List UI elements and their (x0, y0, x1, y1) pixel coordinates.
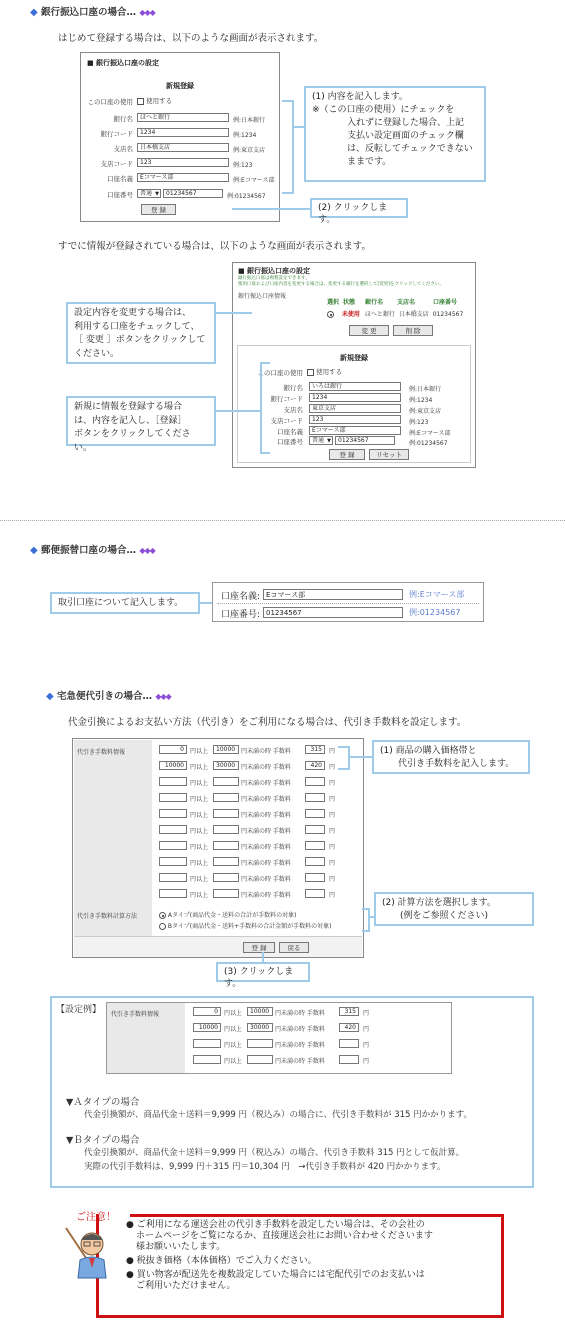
number-label: 口座番号: (221, 610, 261, 620)
use-checkbox[interactable]: 使用する (307, 367, 342, 376)
yen-label: 円 (329, 812, 336, 819)
fee-input[interactable] (305, 793, 325, 802)
diamond-icon: ◆ (30, 545, 38, 556)
field-label: 支店コード (100, 160, 133, 168)
caution-item: ● 税抜き価格（本体価格）でご入力ください。 (126, 1256, 317, 1266)
delete-button[interactable]: 削 除 (393, 325, 433, 336)
range-to-input[interactable] (213, 825, 239, 834)
range-to-input[interactable] (247, 1039, 273, 1048)
field-input[interactable]: Eコマース部 (137, 173, 229, 182)
account-type-select[interactable]: 普通 ▼ (137, 189, 161, 198)
fee-input[interactable]: 315 (339, 1007, 359, 1016)
below-label: 円未満の時 手数料 (275, 1026, 325, 1033)
range-from-input[interactable]: 0 (193, 1007, 221, 1016)
field-label: 銀行コード (100, 130, 133, 138)
bracket-line (362, 908, 370, 932)
field-input[interactable]: 東京支店 (309, 404, 401, 413)
range-from-input[interactable] (159, 777, 187, 786)
range-from-input[interactable]: 10000 (193, 1023, 221, 1032)
field-example: 例:日本銀行 (233, 117, 266, 124)
panel-note: 使用口座および口座内容を変更する場合は、変更する銀行を選択して[変更]をクリックしてください。 (238, 282, 444, 287)
yen-label: 円 (363, 1010, 370, 1017)
range-to-input[interactable] (213, 841, 239, 850)
use-label: この口座の使用 (87, 98, 133, 106)
account-example: 例:01234567 (409, 440, 448, 447)
range-from-input[interactable]: 0 (159, 745, 187, 754)
below-label: 円未満の時 手数料 (241, 860, 291, 867)
fee-info-label: 代引き手数料情報 (77, 749, 126, 756)
field-example: 例:東京支店 (233, 147, 266, 154)
account-name-input[interactable]: Eコマース部 (263, 589, 403, 600)
fee-input[interactable]: 420 (305, 761, 325, 770)
below-label: 円未満の時 手数料 (241, 812, 291, 819)
above-label: 円以上 (190, 860, 209, 867)
field-example: 例:Eコマース部 (233, 177, 275, 184)
chevron-down-icon: ▼ (155, 191, 159, 197)
yen-label: 円 (363, 1058, 370, 1065)
fee-input[interactable]: 420 (339, 1023, 359, 1032)
connector-line (216, 410, 260, 412)
postal-form-panel (212, 582, 484, 622)
below-label: 円未満の時 手数料 (241, 828, 291, 835)
account-number-input[interactable]: 01234567 (263, 607, 403, 618)
yen-label: 円 (329, 892, 336, 899)
connector-line (294, 126, 304, 128)
range-to-input[interactable]: 10000 (213, 745, 239, 754)
above-label: 円以上 (190, 764, 209, 771)
below-label: 円未満の時 手数料 (241, 764, 291, 771)
field-label: 支店名 (113, 145, 133, 153)
range-from-input[interactable] (193, 1055, 221, 1064)
bracket-line (338, 746, 350, 770)
button-bar (74, 936, 362, 957)
field-input[interactable]: Eコマース部 (309, 426, 401, 435)
yen-label: 円 (329, 876, 336, 883)
account-example: 例:01234567 (227, 193, 266, 200)
connector-line (200, 602, 212, 604)
radio-icon[interactable] (327, 311, 334, 318)
radio-icon[interactable] (159, 912, 166, 919)
yen-label: 円 (329, 844, 336, 851)
panel-note: 銀行振込口座は複数設定できます。 (238, 276, 310, 281)
caution-item: ● ご利用になる運送会社の代引き手数料を設定したい場合は、その会社の (126, 1220, 425, 1230)
fee-input[interactable] (305, 873, 325, 882)
field-example: 例:123 (233, 162, 253, 169)
chevron-down-icon: ▼ (327, 438, 331, 444)
yen-label: 円 (329, 796, 336, 803)
range-to-input[interactable] (213, 873, 239, 882)
form-title: 新規登録 (340, 354, 368, 362)
field-input[interactable]: 123 (309, 415, 401, 424)
connector-line (216, 312, 252, 314)
above-label: 円以上 (190, 844, 209, 851)
field-label: 口座名義 (107, 175, 133, 183)
range-from-input[interactable] (159, 873, 187, 882)
range-to-input[interactable] (213, 809, 239, 818)
register-button[interactable]: 登 録 (141, 204, 176, 215)
cod-form-panel (72, 738, 364, 958)
above-label: 円以上 (190, 780, 209, 787)
radio-icon[interactable] (159, 923, 166, 930)
column-header: 状態 (343, 299, 356, 306)
fee-input[interactable] (305, 777, 325, 786)
below-label: 円未満の時 手数料 (275, 1058, 325, 1065)
column-header: 銀行名 (365, 299, 384, 306)
bracket-line (282, 100, 294, 194)
range-to-input[interactable] (213, 793, 239, 802)
account-type-select[interactable]: 普通 ▼ (309, 436, 333, 445)
field-label: 銀行名 (113, 115, 133, 123)
fee-input[interactable]: 315 (305, 745, 325, 754)
divider (0, 520, 565, 521)
field-example: 例:東京支店 (409, 408, 442, 415)
diamonds-icon: ◆◆◆ (139, 8, 155, 17)
postal-callout: 取引口座について記入します。 (50, 592, 200, 614)
caution-item: ● 買い物客が配送先を複数設定していた場合には宅配代引でのお支払いは (126, 1270, 425, 1280)
b-type-text: 実際の代引手数料は、9,999 円＋315 円＝10,304 円 →代引き手数料が 420 円かかります。 (84, 1162, 446, 1172)
name-example: 例:Eコマース部 (409, 590, 465, 599)
info-label: 銀行振込口座情報 (238, 293, 287, 300)
fee-input[interactable] (339, 1039, 359, 1048)
below-label: 円未満の時 手数料 (241, 876, 291, 883)
diamonds-icon: ◆◆◆ (155, 692, 171, 701)
range-from-input[interactable] (159, 889, 187, 898)
field-example: 例:Eコマース部 (409, 430, 451, 437)
yen-label: 円 (329, 828, 336, 835)
above-label: 円以上 (190, 812, 209, 819)
caution-frame (130, 1214, 504, 1217)
field-input[interactable]: いろは銀行 (309, 382, 401, 391)
fee-input[interactable] (339, 1055, 359, 1064)
range-from-input[interactable] (193, 1039, 221, 1048)
callout-2: (2) クリックします。 (310, 198, 408, 218)
range-to-input[interactable]: 30000 (247, 1023, 273, 1032)
teacher-icon (62, 1224, 116, 1280)
range-from-input[interactable]: 10000 (159, 761, 187, 770)
field-example: 例:1234 (233, 132, 257, 139)
bank-heading: ◆ 銀行振込口座の場合… ◆◆◆ (30, 7, 155, 18)
field-input[interactable]: 日本橋支店 (137, 143, 229, 152)
range-to-input[interactable] (247, 1055, 273, 1064)
below-label: 円未満の時 手数料 (241, 748, 291, 755)
range-from-input[interactable] (159, 809, 187, 818)
form-title: 新規登録 (166, 82, 194, 90)
example-box (50, 996, 534, 1188)
field-input[interactable]: 1234 (309, 393, 401, 402)
diamonds-icon: ◆◆◆ (139, 546, 155, 555)
option-b[interactable]: Bタイプ(商品代金・送料+手数料の合計金額が手数料の対象) (159, 921, 331, 930)
field-example: 例:123 (409, 419, 429, 426)
diamond-icon: ◆ (30, 7, 38, 18)
above-label: 円以上 (190, 876, 209, 883)
range-to-input[interactable]: 10000 (247, 1007, 273, 1016)
label-column (74, 740, 152, 936)
name-label: 口座名義: (221, 592, 261, 602)
checkbox-icon[interactable] (307, 369, 314, 376)
fee-input[interactable] (305, 889, 325, 898)
callout-1: (1) 内容を記入します。 ※（この口座の使用）にチェックを 入れずに登録した場合、上記 支払い設定画面のチェック欄 は、反転してチェックできない ままです。 (304, 86, 486, 182)
number-example: 例:01234567 (409, 608, 461, 617)
above-label: 円以上 (190, 828, 209, 835)
below-label: 円未満の時 手数料 (241, 780, 291, 787)
callout-3: 設定内容を変更する場合は、 利用する口座をチェックして、 ［ 変更 ］ボタンをクリックして ください。 (66, 302, 216, 364)
account-label: 口座番号 (107, 191, 133, 199)
b-type-text: 代金引換額が、商品代金＋送料＝9,999 円（税込み）の場合、代引き手数料 315 円として仮計算。 (84, 1148, 465, 1158)
checkbox-icon[interactable] (137, 98, 144, 105)
callout-4: 新規に情報を登録する場合 は、内容を記入し、［登録］ ボタンをクリックしてください。 (66, 396, 216, 446)
field-input[interactable]: 123 (137, 158, 229, 167)
change-button[interactable]: 変 更 (349, 325, 389, 336)
panel-title: ■ 銀行振込口座の設定 (238, 267, 311, 275)
b-type-heading: ▼Ｂタイプの場合 (66, 1135, 140, 1146)
fee-input[interactable] (305, 825, 325, 834)
range-from-input[interactable] (159, 825, 187, 834)
range-to-input[interactable] (213, 889, 239, 898)
option-a[interactable]: Aタイプ(商品代金・送料の合計が手数料の対象) (159, 910, 296, 919)
field-label: 支店名 (283, 406, 303, 414)
range-from-input[interactable] (159, 841, 187, 850)
reset-button[interactable]: リセット (369, 449, 409, 460)
range-to-input[interactable] (213, 857, 239, 866)
field-label: 銀行コード (270, 395, 303, 403)
bank-form-panel (80, 52, 280, 222)
connector-line (262, 952, 264, 962)
yen-label: 円 (363, 1026, 370, 1033)
below-label: 円未満の時 手数料 (275, 1042, 325, 1049)
field-example: 例:日本銀行 (409, 386, 442, 393)
a-type-heading: ▼Ａタイプの場合 (66, 1097, 140, 1108)
account-number-input[interactable]: 01234567 (335, 436, 395, 445)
account-number-input[interactable]: 01234567 (163, 189, 223, 198)
above-label: 円以上 (190, 748, 209, 755)
field-label: 口座名義 (277, 428, 303, 436)
fee-input[interactable] (305, 809, 325, 818)
register-button[interactable]: 登 録 (243, 942, 275, 953)
use-label: この口座の使用 (257, 369, 303, 377)
diamond-icon: ◆ (46, 691, 54, 702)
a-type-text: 代金引換額が、商品代金＋送料＝9,999 円（税込み）の場合に、代引き手数料が 315 円かかります。 (84, 1110, 472, 1120)
above-label: 円以上 (190, 796, 209, 803)
cod-callout-2: (2) 計算方法を選択します。 (例をご参照ください) (374, 892, 534, 926)
column-header: 口座番号 (433, 299, 458, 306)
account-row[interactable]: 未使用 ほへと銀行 日本橋支店 01234567 (327, 309, 463, 318)
bank-intro: はじめて登録する場合は、以下のような画面が表示されます。 (58, 33, 324, 44)
field-example: 例:1234 (409, 397, 433, 404)
field-label: 支店コード (270, 417, 303, 425)
bracket-line (260, 362, 270, 454)
yen-label: 円 (329, 764, 336, 771)
below-label: 円未満の時 手数料 (241, 892, 291, 899)
cod-intro: 代金引換によるお支払い方法（代引き）をご利用になる場合は、代引き手数料を設定します。 (68, 717, 467, 728)
connector-line (350, 756, 372, 758)
column-header: 選択 (327, 299, 340, 306)
range-from-input[interactable] (159, 793, 187, 802)
divider (217, 603, 479, 604)
yen-label: 円 (329, 780, 336, 787)
below-label: 円未満の時 手数料 (241, 844, 291, 851)
panel-title: ■ 銀行振込口座の設定 (87, 59, 160, 67)
caution-title: ご注意！ (76, 1212, 116, 1223)
column-header: 支店名 (397, 299, 416, 306)
above-label: 円以上 (224, 1010, 243, 1017)
fee-input[interactable] (305, 841, 325, 850)
yen-label: 円 (329, 860, 336, 867)
above-label: 円以上 (224, 1058, 243, 1065)
example-form (106, 1002, 452, 1074)
range-to-input[interactable] (213, 777, 239, 786)
fee-info-label: 代引き手数料情報 (111, 1011, 160, 1018)
field-input[interactable]: 1234 (137, 128, 229, 137)
connector-line (232, 208, 310, 210)
field-label: 銀行名 (283, 384, 303, 392)
above-label: 円以上 (224, 1042, 243, 1049)
caution-list: ● ご利用になる運送会社の代引き手数料を設定したい場合は、その会社の ホームページをご覧になるか、直接運送会社にお問い合わせくださいます 様お願いいたします。 ● 税抜き価格（本体価格）でご入力ください。 ● 買い物客が配送先を複数設定していた場合には宅配代引でのお支払いは ご利用いただけません。 (126, 1220, 433, 1291)
calc-label: 代引き手数料計算方法 (77, 913, 138, 920)
above-label: 円以上 (224, 1026, 243, 1033)
cod-callout-3: (3) クリックします。 (216, 962, 310, 982)
below-label: 円未満の時 手数料 (275, 1010, 325, 1017)
account-label: 口座番号 (277, 438, 303, 446)
postal-heading: ◆ 郵便振替口座の場合… ◆◆◆ (30, 545, 155, 556)
cod-heading: ◆ 宅急便代引きの場合… ◆◆◆ (46, 691, 171, 702)
example-title: 【設定例】 (56, 1005, 102, 1015)
above-label: 円以上 (190, 892, 209, 899)
use-checkbox[interactable]: 使用する (137, 96, 172, 105)
back-button[interactable]: 戻る (279, 942, 309, 953)
yen-label: 円 (329, 748, 336, 755)
below-label: 円未満の時 手数料 (241, 796, 291, 803)
yen-label: 円 (363, 1042, 370, 1049)
fee-input[interactable] (305, 857, 325, 866)
field-input[interactable]: ほへと銀行 (137, 113, 229, 122)
range-to-input[interactable]: 30000 (213, 761, 239, 770)
register-button[interactable]: 登 録 (329, 449, 365, 460)
cod-callout-1: (1) 商品の購入価格帯と 代引き手数料を記入します。 (372, 740, 530, 774)
range-from-input[interactable] (159, 857, 187, 866)
bank-intro-2: すでに情報が登録されている場合は、以下のような画面が表示されます。 (58, 241, 372, 252)
